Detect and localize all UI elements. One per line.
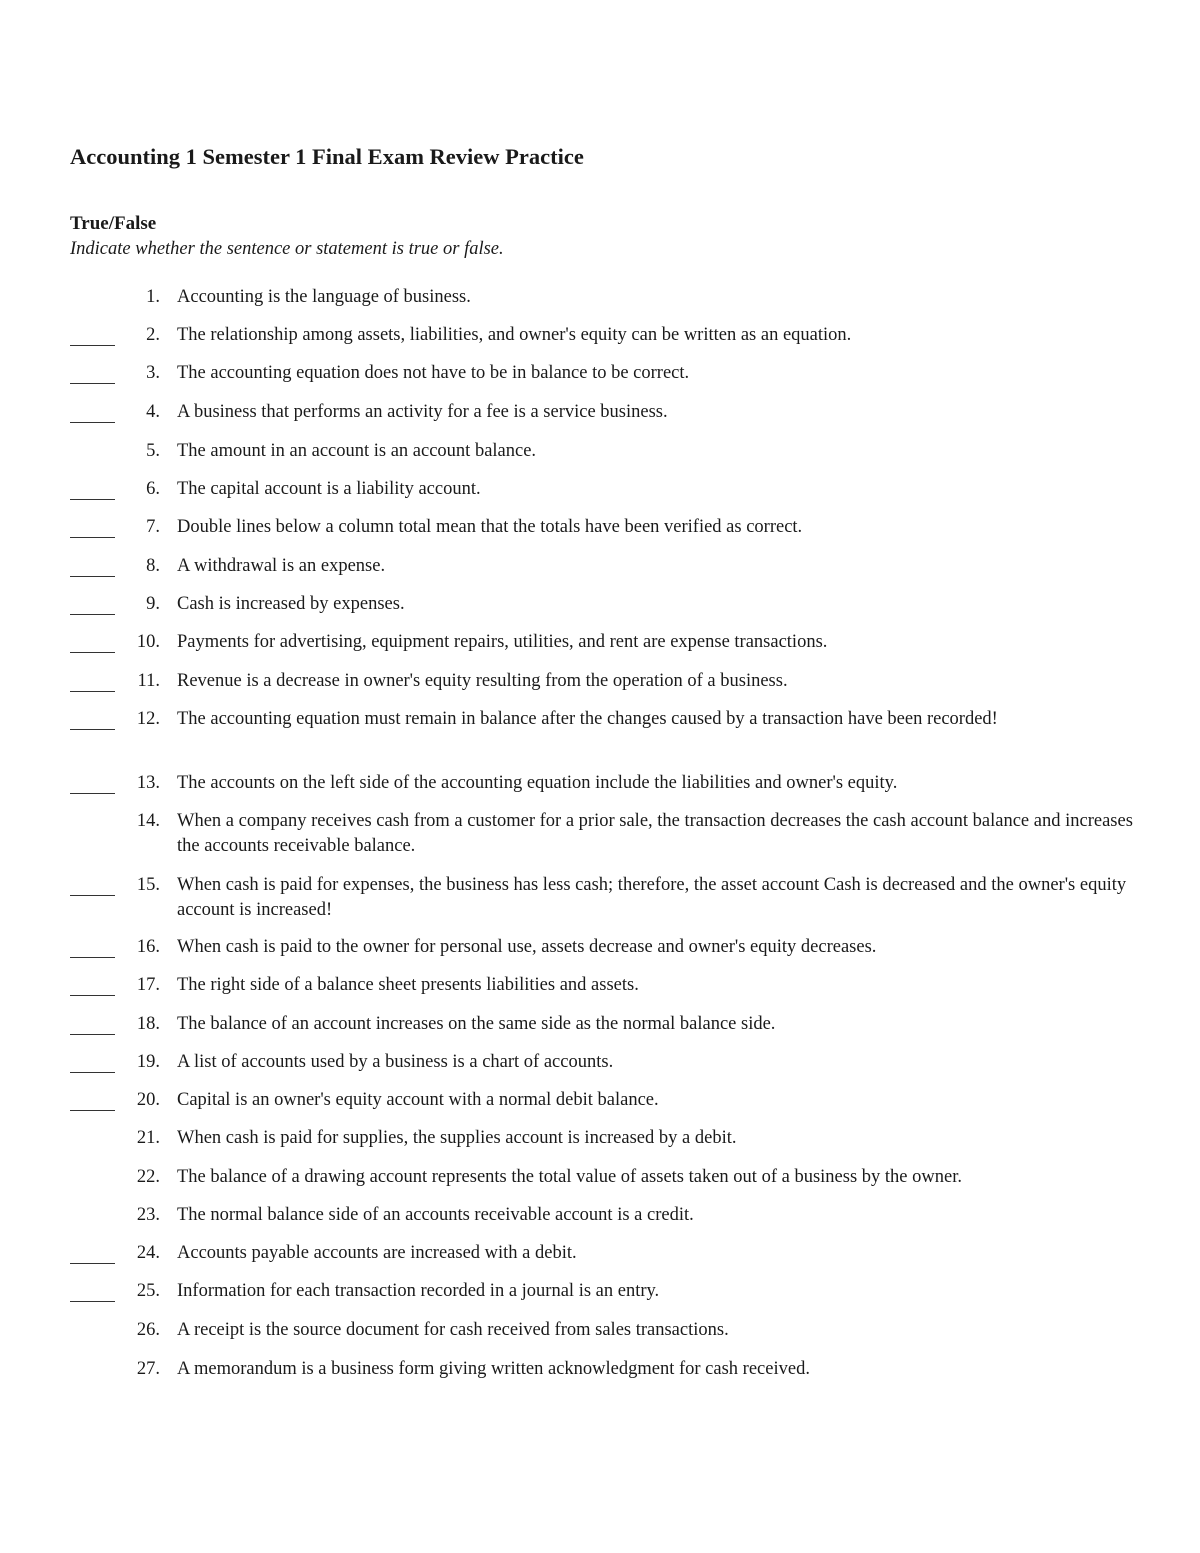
answer-blank[interactable]: [70, 1088, 115, 1111]
answer-blank[interactable]: [70, 477, 115, 500]
answer-blank[interactable]: [70, 1279, 115, 1302]
question-text: The amount in an account is an account balance.: [177, 441, 537, 461]
answer-blank[interactable]: [70, 1241, 115, 1264]
question-text: Accounting is the language of business.: [177, 287, 471, 307]
question-number: 22.: [136, 1167, 160, 1187]
question-text: Revenue is a decrease in owner's equity resulting from the operation of a business.: [177, 671, 788, 691]
question-number: 1.: [146, 287, 160, 307]
question-number: 3.: [146, 363, 160, 383]
question-number: 24.: [136, 1243, 160, 1263]
answer-blank[interactable]: [70, 554, 115, 577]
answer-blank[interactable]: [70, 973, 115, 996]
answer-blank[interactable]: [70, 873, 115, 896]
answer-blank[interactable]: [70, 1012, 115, 1035]
question-text: The relationship among assets, liabilities, and owner's equity can be written as an equation.: [177, 325, 852, 345]
question-text: Information for each transaction recorded in a journal is an entry.: [177, 1281, 660, 1301]
answer-blank[interactable]: [70, 669, 115, 692]
page-title: Accounting 1 Semester 1 Final Exam Review Practice: [70, 144, 584, 169]
question-number: 4.: [146, 402, 160, 422]
question-number: 7.: [146, 517, 160, 537]
question-number: 10.: [136, 632, 160, 652]
question-text: When cash is paid for expenses, the business has less cash; therefore, the asset account Cash is decreased and the owner's equity account is increased!: [177, 875, 1127, 920]
question-text: A list of accounts used by a business is a chart of accounts.: [177, 1052, 614, 1072]
question-text: A receipt is the source document for cash received from sales transactions.: [177, 1320, 729, 1340]
section-heading: True/False: [70, 213, 157, 234]
question-text: The accounting equation must remain in balance after the changes caused by a transaction have been recorded!: [177, 709, 998, 729]
question-number: 18.: [136, 1014, 160, 1034]
answer-blank[interactable]: [70, 935, 115, 958]
question-number: 16.: [136, 937, 160, 957]
question-number: 13.: [136, 773, 160, 793]
question-number: 19.: [136, 1052, 160, 1072]
question-text: A withdrawal is an expense.: [177, 556, 386, 576]
question-text: Cash is increased by expenses.: [177, 594, 405, 614]
question-number: 8.: [146, 556, 160, 576]
answer-blank[interactable]: [70, 323, 115, 346]
question-text: Double lines below a column total mean that the totals have been verified as correct.: [177, 517, 803, 537]
question-number: 25.: [136, 1281, 160, 1301]
answer-blank[interactable]: [70, 515, 115, 538]
question-number: 14.: [136, 811, 160, 831]
question-number: 6.: [146, 479, 160, 499]
answer-blank[interactable]: [70, 1050, 115, 1073]
question-text: A memorandum is a business form giving written acknowledgment for cash received.: [177, 1359, 810, 1379]
question-text: The capital account is a liability account.: [177, 479, 481, 499]
answer-blank[interactable]: [70, 771, 115, 794]
question-number: 9.: [146, 594, 160, 614]
answer-blank[interactable]: [70, 707, 115, 730]
question-number: 17.: [136, 975, 160, 995]
answer-blank[interactable]: [70, 630, 115, 653]
question-text: Accounts payable accounts are increased with a debit.: [177, 1243, 577, 1263]
question-number: 21.: [136, 1128, 160, 1148]
question-text: The balance of a drawing account represents the total value of assets taken out of a business by the owner.: [177, 1167, 962, 1187]
question-number: 23.: [136, 1205, 160, 1225]
question-text: The accounts on the left side of the accounting equation include the liabilities and owner's equity.: [177, 773, 898, 793]
question-text: Capital is an owner's equity account with a normal debit balance.: [177, 1090, 659, 1110]
question-number: 11.: [137, 671, 160, 691]
question-text: When cash is paid for supplies, the supplies account is increased by a debit.: [177, 1128, 737, 1148]
question-text: The right side of a balance sheet presents liabilities and assets.: [177, 975, 639, 995]
question-text: When a company receives cash from a customer for a prior sale, the transaction decreases the cash account balance and increases the accounts receivable balance.: [177, 811, 1133, 856]
answer-blank[interactable]: [70, 592, 115, 615]
answer-blank[interactable]: [70, 361, 115, 384]
question-text: The accounting equation does not have to be in balance to be correct.: [177, 363, 690, 383]
question-text: A business that performs an activity for a fee is a service business.: [177, 402, 668, 422]
answer-blank[interactable]: [70, 400, 115, 423]
question-number: 27.: [136, 1359, 160, 1379]
question-number: 15.: [136, 875, 160, 895]
question-number: 5.: [146, 441, 160, 461]
question-text: The balance of an account increases on the same side as the normal balance side.: [177, 1014, 776, 1034]
question-number: 26.: [136, 1320, 160, 1340]
question-number: 2.: [146, 325, 160, 345]
section-instructions: Indicate whether the sentence or statement is true or false.: [70, 239, 504, 259]
question-text: The normal balance side of an accounts receivable account is a credit.: [177, 1205, 694, 1225]
question-text: Payments for advertising, equipment repairs, utilities, and rent are expense transactions.: [177, 632, 828, 652]
question-number: 12.: [136, 709, 160, 729]
question-number: 20.: [136, 1090, 160, 1110]
question-text: When cash is paid to the owner for personal use, assets decrease and owner's equity decreases.: [177, 937, 877, 957]
